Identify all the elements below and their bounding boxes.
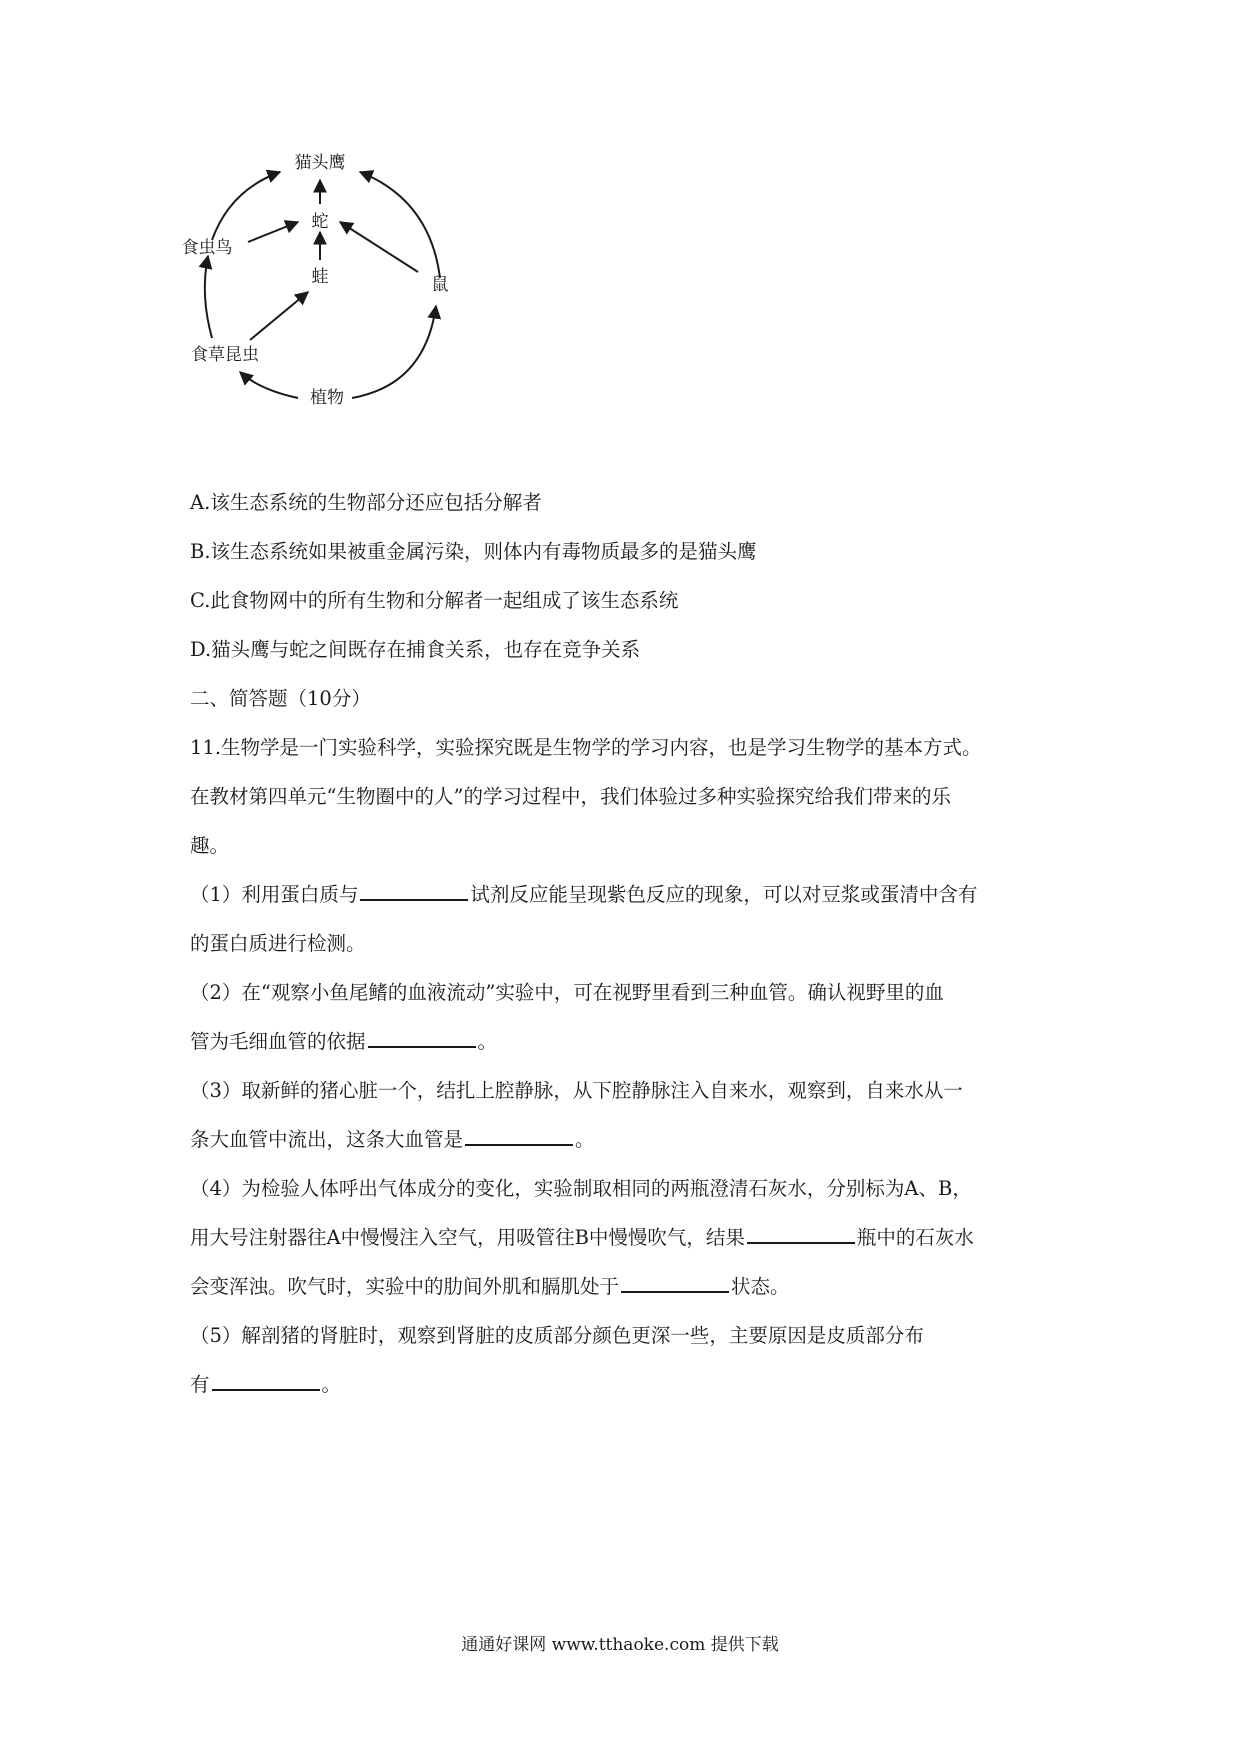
option-c: C.此食物网中的所有生物和分解者一起组成了该生态系统 bbox=[190, 589, 679, 612]
answer-blank-5[interactable] bbox=[212, 1370, 320, 1391]
text: 。 bbox=[321, 1373, 342, 1396]
node-owl: 猫头鹰 bbox=[294, 153, 346, 173]
question-content bbox=[190, 478, 1060, 1409]
node-insect: 食草昆虫 bbox=[191, 345, 259, 365]
q11-intro-line: 在教材第四单元“生物圈中的人”的学习过程中，我们体验过多种实验探究给我们带来的乐 bbox=[190, 785, 951, 808]
node-bird: 食虫鸟 bbox=[181, 238, 233, 258]
q11-part5-line1: （5）解剖猪的肾脏时，观察到肾脏的皮质部分颜色更深一些，主要原因是皮质部分布 bbox=[190, 1324, 924, 1347]
answer-blank-2[interactable] bbox=[368, 1027, 476, 1048]
answer-blank-4b[interactable] bbox=[621, 1272, 729, 1293]
answer-blank-1[interactable] bbox=[360, 880, 468, 901]
page-footer: 通通好课网 www.tthaoke.com 提供下载 bbox=[461, 1635, 779, 1655]
section-title: 二、简答题（10分） bbox=[190, 687, 371, 710]
answer-blank-3[interactable] bbox=[465, 1125, 573, 1146]
text: （1）利用蛋白质与 bbox=[190, 883, 359, 906]
text: 条大血管中流出，这条大血管是 bbox=[190, 1128, 464, 1151]
q11-part4-line1: （4）为检验人体呼出气体成分的变化，实验制取相同的两瓶澄清石灰水，分别标为A、B， bbox=[190, 1177, 972, 1200]
text: 有 bbox=[190, 1373, 210, 1396]
arrow-mouse-to-snake bbox=[340, 222, 418, 272]
arrow-plant-to-mouse bbox=[352, 306, 436, 398]
q11-part2-line2 bbox=[190, 1017, 1060, 1066]
q11-part2-line1: （2）在“观察小鱼尾鳍的血液流动”实验中，可在视野里看到三种血管。确认视野里的血 bbox=[190, 981, 944, 1004]
q11-part3-line1: （3）取新鲜的猪心脏一个，结扎上腔静脉，从下腔静脉注入自来水，观察到，自来水从一 bbox=[190, 1079, 963, 1102]
arrow-insect-to-bird bbox=[205, 256, 212, 338]
answer-blank-4a[interactable] bbox=[747, 1223, 855, 1244]
text: 试剂反应能呈现紫色反应的现象，可以对豆浆或蛋清中含有 bbox=[470, 883, 978, 906]
option-b: B.该生态系统如果被重金属污染，则体内有毒物质最多的是猫头鹰 bbox=[190, 540, 757, 563]
node-snake: 蛇 bbox=[311, 212, 329, 232]
node-frog: 蛙 bbox=[311, 267, 329, 287]
option-d: D.猫头鹰与蛇之间既存在捕食关系，也存在竞争关系 bbox=[190, 638, 641, 661]
text: 会变浑浊。吹气时，实验中的肋间外肌和膈肌处于 bbox=[190, 1275, 620, 1298]
text: 管为毛细血管的依据 bbox=[190, 1030, 366, 1053]
text: 。 bbox=[477, 1030, 498, 1053]
q11-part3-line2 bbox=[190, 1115, 1060, 1164]
arrow-plant-to-insect bbox=[240, 372, 298, 398]
node-mouse: 鼠 bbox=[431, 275, 449, 295]
q11-part4-line3 bbox=[190, 1262, 1060, 1311]
text: 。 bbox=[575, 1128, 595, 1151]
arrow-insect-to-frog bbox=[250, 292, 308, 340]
food-web-diagram bbox=[181, 153, 520, 470]
arrow-mouse-to-owl bbox=[360, 172, 440, 278]
q11-intro-line: 趣。 bbox=[190, 834, 230, 857]
text: 用大号注射器往A中慢慢注入空气，用吸管往B中慢慢吹气，结果 bbox=[190, 1226, 745, 1249]
text: 状态。 bbox=[731, 1275, 790, 1298]
q11-part4-line2 bbox=[190, 1213, 1060, 1262]
q11-part1-line2: 的蛋白质进行检测。 bbox=[190, 932, 366, 955]
q11-part1-line1 bbox=[190, 870, 1060, 919]
arrow-bird-to-snake bbox=[248, 222, 298, 242]
arrow-bird-to-owl bbox=[212, 172, 280, 240]
q11-part5-line2 bbox=[190, 1360, 1060, 1409]
node-plant: 植物 bbox=[310, 388, 344, 408]
q11-intro-line: 11.生物学是一门实验科学，实验探究既是生物学的学习内容，也是学习生物学的基本方式。 bbox=[190, 736, 982, 759]
option-a: A.该生态系统的生物部分还应包括分解者 bbox=[190, 491, 542, 514]
text: 瓶中的石灰水 bbox=[856, 1226, 974, 1249]
